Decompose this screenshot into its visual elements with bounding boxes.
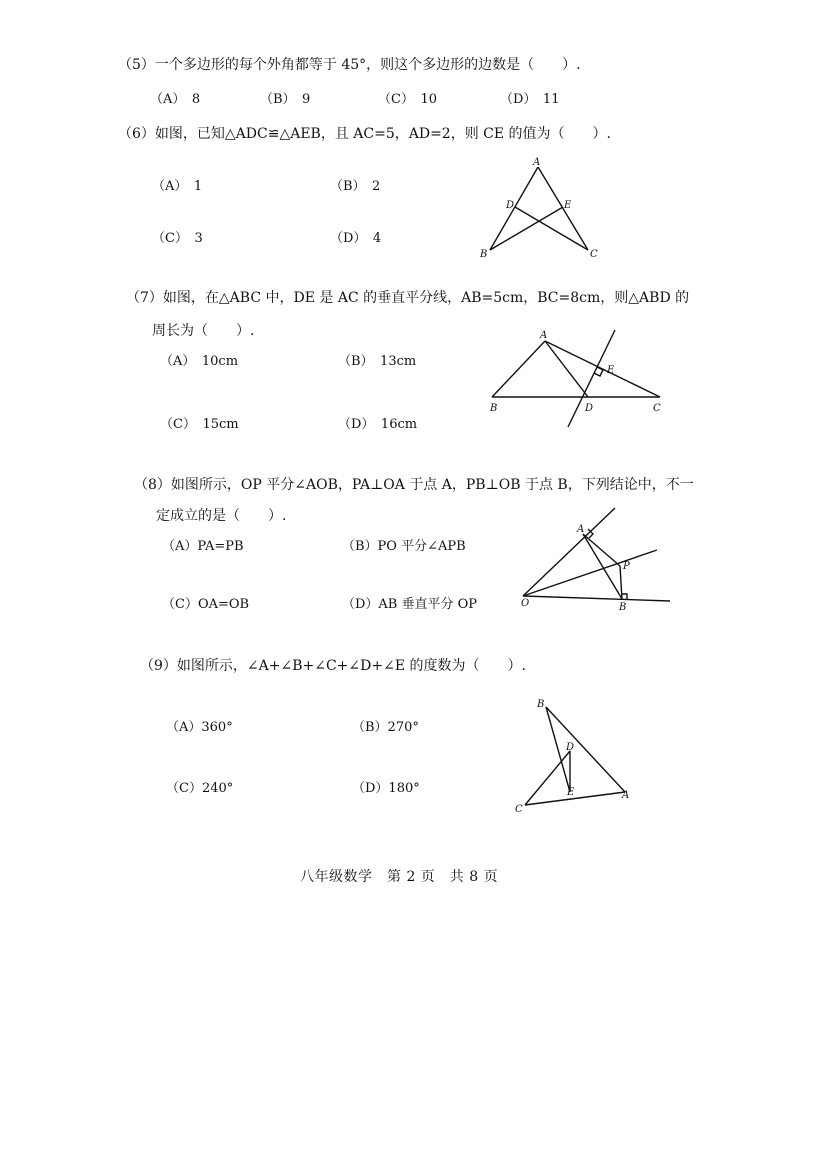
q8-ray-op (523, 550, 657, 596)
q7-figure (480, 325, 680, 435)
q8-label-b: B (619, 602, 627, 613)
q5-option-d: （D） 11 (500, 92, 560, 107)
q8-segment-ab (583, 534, 622, 599)
q9-text: （9）如图所示，∠A+∠B+∠C+∠D+∠E 的度数为（ ）. (140, 658, 526, 674)
q7-option-b: （B） 13cm (338, 354, 417, 369)
q9-option-c: （C）240° (166, 781, 234, 796)
q8-option-c: （C）OA=OB (162, 597, 250, 612)
q5-option-c: （C） 10 (378, 92, 437, 107)
q9-label-e: E (567, 787, 575, 798)
q9-figure (510, 695, 640, 820)
q8-label-a: A (577, 524, 585, 535)
q7-segment-ad (545, 341, 588, 397)
q7-label-e: E (607, 365, 615, 376)
q7-label-c: C (653, 403, 661, 414)
q6-figure (470, 155, 610, 265)
q8-ray-ob (523, 596, 670, 601)
q9-label-c: C (515, 804, 523, 815)
q9-option-b: （B）270° (352, 720, 419, 735)
q7-label-b: B (490, 403, 498, 414)
q9-option-a: （A）360° (166, 720, 233, 735)
q7-segment-ab (492, 341, 545, 397)
q5-option-a: （A） 8 (150, 92, 201, 107)
page-footer: 八年级数学 第 2 页 共 8 页 (300, 869, 499, 885)
q6-option-b: （B） 2 (330, 179, 381, 194)
q9-label-a: A (622, 790, 630, 801)
q7-text-continued: 周长为（ ）. (152, 323, 255, 339)
q8-option-d: （D）AB 垂直平分 OP (342, 597, 478, 612)
q8-figure (515, 500, 675, 615)
q7-label-d: D (585, 403, 594, 414)
q8-text-continued: 定成立的是（ ）. (156, 508, 287, 524)
q7-option-c: （C） 15cm (160, 417, 239, 432)
q5-text: （5）一个多边形的每个外角都等于 45°，则这个多边形的边数是（ ）. (118, 57, 581, 73)
q6-option-c: （C） 3 (152, 231, 203, 246)
q6-segment-ac (538, 167, 588, 250)
q8-option-a: （A）PA=PB (162, 539, 244, 554)
q7-label-a: A (540, 330, 548, 341)
q8-option-b: （B）PO 平分∠APB (342, 539, 466, 554)
q9-label-d: D (566, 742, 575, 753)
q8-ray-oa (523, 508, 615, 596)
q9-option-d: （D）180° (352, 781, 420, 796)
q8-label-p: P (623, 561, 630, 572)
q6-label-d: D (506, 200, 515, 211)
q9-label-b: B (537, 699, 545, 710)
q7-text: （7）如图，在△ABC 中，DE 是 AC 的垂直平分线，AB=5cm，BC=8cm，则△ABD 的 (126, 290, 690, 306)
q8-text: （8）如图所示，OP 平分∠AOB，PA⊥OA 于点 A，PB⊥OB 于点 B，下列结论中，不一 (134, 477, 694, 493)
q9-segment-ca (525, 792, 625, 805)
q5-option-b: （B） 9 (260, 92, 311, 107)
q6-label-b: B (480, 249, 488, 260)
q9-segment-cd (525, 751, 570, 805)
q7-option-d: （D） 16cm (338, 417, 418, 432)
q6-label-a: A (533, 157, 541, 168)
q8-segment-pa (583, 534, 620, 566)
q8-segment-pb (620, 566, 622, 599)
q6-label-e: E (564, 200, 572, 211)
q6-text: （6）如图，已知△ADC≌△AEB，且 AC=5，AD=2，则 CE 的值为（ ）. (118, 126, 611, 142)
q8-label-o: O (521, 598, 530, 609)
q7-option-a: （A） 10cm (160, 354, 239, 369)
q6-option-d: （D） 4 (330, 231, 382, 246)
q6-label-c: C (590, 249, 598, 260)
q6-option-a: （A） 1 (152, 179, 203, 194)
